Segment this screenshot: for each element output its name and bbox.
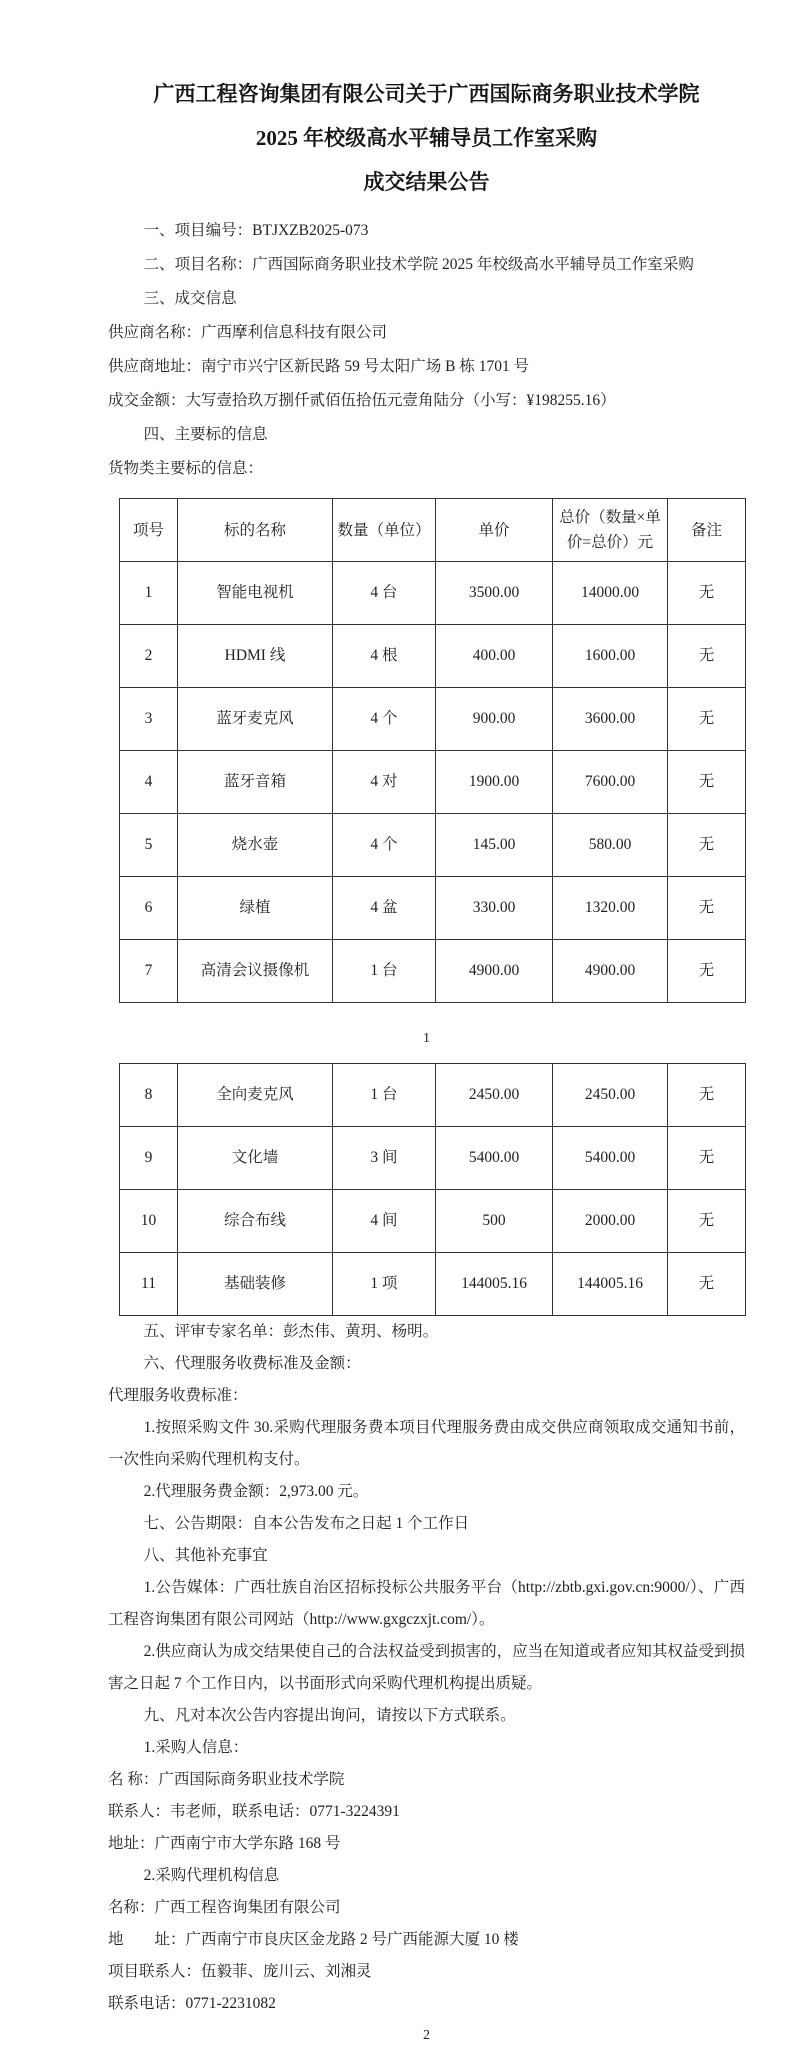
table-cell-remark: 无	[668, 877, 746, 940]
table-cell-item-name: 基础装修	[178, 1253, 333, 1316]
table-cell-remark: 无	[668, 1253, 746, 1316]
paragraph: 地址：广西南宁市大学东路 168 号	[108, 1835, 341, 1852]
document-title	[108, 72, 745, 204]
table-cell-remark: 无	[668, 562, 746, 625]
table-cell-item-name: 综合布线	[178, 1190, 333, 1253]
table-cell-item-name: 蓝牙麦克风	[178, 688, 333, 751]
table-cell-remark: 无	[668, 1190, 746, 1253]
table-cell-item-name: 烧水壶	[178, 814, 333, 877]
table-cell-total-price: 5400.00	[553, 1127, 668, 1190]
table-cell-quantity-unit: 3 间	[333, 1127, 436, 1190]
table-header-quantity-unit: 数量（单位）	[333, 499, 436, 562]
table-cell-unit-price: 144005.16	[436, 1253, 553, 1316]
table-row	[120, 814, 746, 877]
paragraph: 五、评审专家名单：彭杰伟、黄玥、杨明。	[143, 1323, 439, 1340]
paragraph: 供应商名称：广西摩利信息科技有限公司	[108, 324, 388, 341]
table-cell-item-no: 4	[120, 751, 178, 814]
table-cell-quantity-unit: 4 个	[333, 688, 436, 751]
paragraph: 1.采购人信息：	[143, 1739, 249, 1756]
paragraph: 2.代理服务费金额：2,973.00 元。	[143, 1483, 369, 1500]
table-cell-unit-price: 4900.00	[436, 940, 553, 1003]
table-cell-remark: 无	[668, 1064, 746, 1127]
table-cell-total-price: 144005.16	[553, 1253, 668, 1316]
table-row	[120, 940, 746, 1003]
table-row	[120, 751, 746, 814]
table-cell-item-no: 3	[120, 688, 178, 751]
paragraph: 项目联系人：伍毅菲、庞川云、刘湘灵	[108, 1963, 372, 1980]
table-cell-item-name: 智能电视机	[178, 562, 333, 625]
table-cell-item-name: HDMI 线	[178, 625, 333, 688]
table-cell-item-no: 9	[120, 1127, 178, 1190]
table-header-remark: 备注	[668, 499, 746, 562]
table-cell-unit-price: 145.00	[436, 814, 553, 877]
table-cell-item-no: 11	[120, 1253, 178, 1316]
table-header-total-price: 总价（数量×单价=总价）元	[553, 499, 668, 562]
table-cell-total-price: 1320.00	[553, 877, 668, 940]
paragraph: 成交金额：大写壹拾玖万捌仟贰佰伍拾伍元壹角陆分（小写：¥198255.16）	[108, 392, 616, 409]
table-cell-total-price: 4900.00	[553, 940, 668, 1003]
table-cell-item-no: 7	[120, 940, 178, 1003]
table-cell-total-price: 2450.00	[553, 1064, 668, 1127]
table-row	[120, 688, 746, 751]
table-cell-unit-price: 3500.00	[436, 562, 553, 625]
document-title-line-3: 成交结果公告	[363, 170, 490, 194]
paragraph: 1.公告媒体：广西壮族自治区招标投标公共服务平台（http://zbtb.gxi.gov.cn:9000/）、广西工程咨询集团有限公司网站（http://www.gxgczxjt.com/）。	[108, 1579, 745, 1628]
table-cell-quantity-unit: 4 盆	[333, 877, 436, 940]
table-header-unit-price: 单价	[436, 499, 553, 562]
table-cell-remark: 无	[668, 814, 746, 877]
paragraph: 二、项目名称：广西国际商务职业技术学院 2025 年校级高水平辅导员工作室采购	[143, 256, 694, 273]
table-header-item-name: 标的名称	[178, 499, 333, 562]
table-cell-unit-price: 900.00	[436, 688, 553, 751]
goods-table-page2	[119, 1063, 746, 1316]
table-cell-item-name: 蓝牙音箱	[178, 751, 333, 814]
table-cell-remark: 无	[668, 751, 746, 814]
page-number-2: 2	[423, 2028, 430, 2043]
paragraph: 一、项目编号：BTJXZB2025-073	[143, 222, 369, 239]
paragraph: 联系人：韦老师，联系电话：0771-3224391	[108, 1803, 400, 1820]
table-cell-total-price: 14000.00	[553, 562, 668, 625]
paragraph: 货物类主要标的信息：	[108, 460, 264, 477]
table-row	[120, 1064, 746, 1127]
table-cell-quantity-unit: 4 间	[333, 1190, 436, 1253]
paragraph: 四、主要标的信息	[143, 426, 268, 443]
paragraph: 供应商地址：南宁市兴宁区新民路 59 号太阳广场 B 栋 1701 号	[108, 358, 530, 375]
table-cell-item-no: 2	[120, 625, 178, 688]
table-cell-item-name: 绿植	[178, 877, 333, 940]
paragraph: 名称：广西工程咨询集团有限公司	[108, 1899, 341, 1916]
paragraph: 联系电话：0771-2231082	[108, 1995, 276, 2012]
table-cell-quantity-unit: 1 台	[333, 1064, 436, 1127]
table-row	[120, 625, 746, 688]
table-cell-total-price: 7600.00	[553, 751, 668, 814]
table-cell-total-price: 3600.00	[553, 688, 668, 751]
table-cell-unit-price: 330.00	[436, 877, 553, 940]
paragraph: 六、代理服务收费标准及金额：	[143, 1355, 361, 1372]
table-cell-item-name: 全向麦克风	[178, 1064, 333, 1127]
table-cell-remark: 无	[668, 940, 746, 1003]
table-cell-total-price: 580.00	[553, 814, 668, 877]
table-row	[120, 562, 746, 625]
document-title-line-1: 广西工程咨询集团有限公司关于广西国际商务职业技术学院	[153, 82, 700, 106]
paragraph: 1.按照采购文件 30.采购代理服务费本项目代理服务费由成交供应商领取成交通知书前，一次性向采购代理机构支付。	[108, 1419, 745, 1468]
paragraph: 2.供应商认为成交结果使自己的合法权益受到损害的，应当在知道或者应知其权益受到损害之日起 7 个工作日内，以书面形式向采购代理机构提出质疑。	[108, 1643, 745, 1692]
table-cell-total-price: 2000.00	[553, 1190, 668, 1253]
table-cell-unit-price: 1900.00	[436, 751, 553, 814]
table-cell-quantity-unit: 1 项	[333, 1253, 436, 1316]
table-cell-item-no: 1	[120, 562, 178, 625]
paragraph: 2.采购代理机构信息	[143, 1867, 280, 1884]
table-cell-unit-price: 500	[436, 1190, 553, 1253]
table-cell-item-no: 8	[120, 1064, 178, 1127]
paragraph: 九、凡对本次公告内容提出询问，请按以下方式联系。	[143, 1707, 516, 1724]
table-cell-quantity-unit: 4 对	[333, 751, 436, 814]
table-row	[120, 1190, 746, 1253]
table-cell-item-name: 文化墙	[178, 1127, 333, 1190]
table-cell-remark: 无	[668, 1127, 746, 1190]
table-cell-quantity-unit: 1 台	[333, 940, 436, 1003]
table-cell-item-no: 5	[120, 814, 178, 877]
paragraph: 三、成交信息	[143, 290, 237, 307]
paragraph: 地 址：广西南宁市良庆区金龙路 2 号广西能源大厦 10 楼	[108, 1931, 519, 1948]
paragraph: 七、公告期限：自本公告发布之日起 1 个工作日	[143, 1515, 470, 1532]
intro-section	[108, 214, 745, 486]
table-cell-quantity-unit: 4 个	[333, 814, 436, 877]
table-cell-quantity-unit: 4 根	[333, 625, 436, 688]
document-title-line-2: 2025 年校级高水平辅导员工作室采购	[255, 126, 598, 150]
page-number-1: 1	[423, 1031, 430, 1046]
paragraph: 名 称：广西国际商务职业技术学院	[108, 1771, 345, 1788]
goods-table-page1	[119, 498, 746, 1003]
table-header-row	[120, 499, 746, 562]
table-cell-remark: 无	[668, 625, 746, 688]
table-cell-unit-price: 400.00	[436, 625, 553, 688]
table-row	[120, 1253, 746, 1316]
table-cell-remark: 无	[668, 688, 746, 751]
table-cell-quantity-unit: 4 台	[333, 562, 436, 625]
paragraph: 八、其他补充事宜	[143, 1547, 268, 1564]
paragraph: 代理服务收费标准：	[108, 1387, 248, 1404]
table-header-item-no: 项号	[120, 499, 178, 562]
table-cell-total-price: 1600.00	[553, 625, 668, 688]
table-row	[120, 1127, 746, 1190]
table-cell-item-no: 6	[120, 877, 178, 940]
table-cell-unit-price: 2450.00	[436, 1064, 553, 1127]
table-cell-item-name: 高清会议摄像机	[178, 940, 333, 1003]
table-cell-unit-price: 5400.00	[436, 1127, 553, 1190]
table-cell-item-no: 10	[120, 1190, 178, 1253]
table-row	[120, 877, 746, 940]
outro-section	[108, 1316, 745, 2020]
